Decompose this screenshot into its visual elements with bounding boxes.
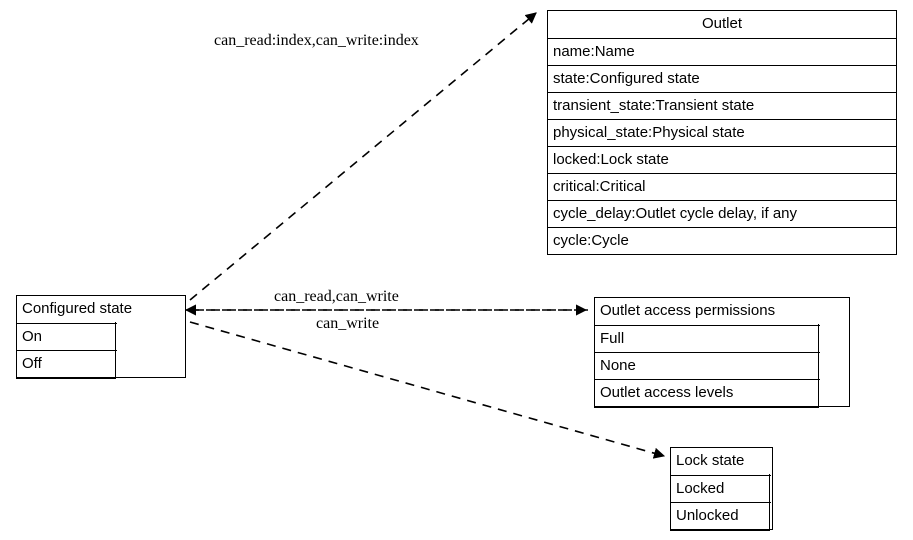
node-configured-state-row-on: On [17, 323, 117, 350]
node-outlet-access-permissions-row-full: Full [595, 325, 820, 352]
node-lock-state-row-unlocked: Unlocked [671, 502, 771, 529]
node-outlet-row-name: name:Name [548, 38, 896, 65]
node-outlet-access-permissions-sub-border [594, 324, 819, 408]
node-outlet-row-locked: locked:Lock state [548, 146, 896, 173]
node-outlet-row-cycle-delay: cycle_delay:Outlet cycle delay, if any [548, 200, 896, 227]
edge-configured-state-to-lock-state [190, 322, 664, 456]
node-configured-state-sub-border [16, 322, 116, 379]
node-outlet-access-permissions-row-none: None [595, 352, 820, 379]
edge-label-can-write: can_write [316, 315, 380, 332]
node-lock-state-sub-border [670, 474, 770, 531]
node-configured-state-title: Configured state [22, 300, 133, 317]
edge-configured-state-to-outlet [190, 13, 536, 300]
node-configured-state-row-off: Off [17, 350, 117, 377]
node-outlet-access-permissions-row-levels: Outlet access levels [595, 379, 820, 406]
node-lock-state-title: Lock state [676, 452, 745, 469]
node-outlet-title: Outlet [701, 15, 743, 32]
node-outlet-row-cycle: cycle:Cycle [548, 227, 896, 254]
node-outlet[interactable] [547, 10, 897, 255]
edge-label-can-read-index-can-write-index: can_read:index,can_write:index [214, 32, 419, 49]
node-outlet-row-critical: critical:Critical [548, 173, 896, 200]
node-outlet-row-physical-state: physical_state:Physical state [548, 119, 896, 146]
node-outlet-row-state: state:Configured state [548, 65, 896, 92]
node-outlet-row-transient-state: transient_state:Transient state [548, 92, 896, 119]
node-outlet-access-permissions-title: Outlet access permissions [600, 302, 776, 319]
node-lock-state-row-locked: Locked [671, 475, 771, 502]
edge-label-can-read-can-write: can_read,can_write [274, 288, 399, 305]
